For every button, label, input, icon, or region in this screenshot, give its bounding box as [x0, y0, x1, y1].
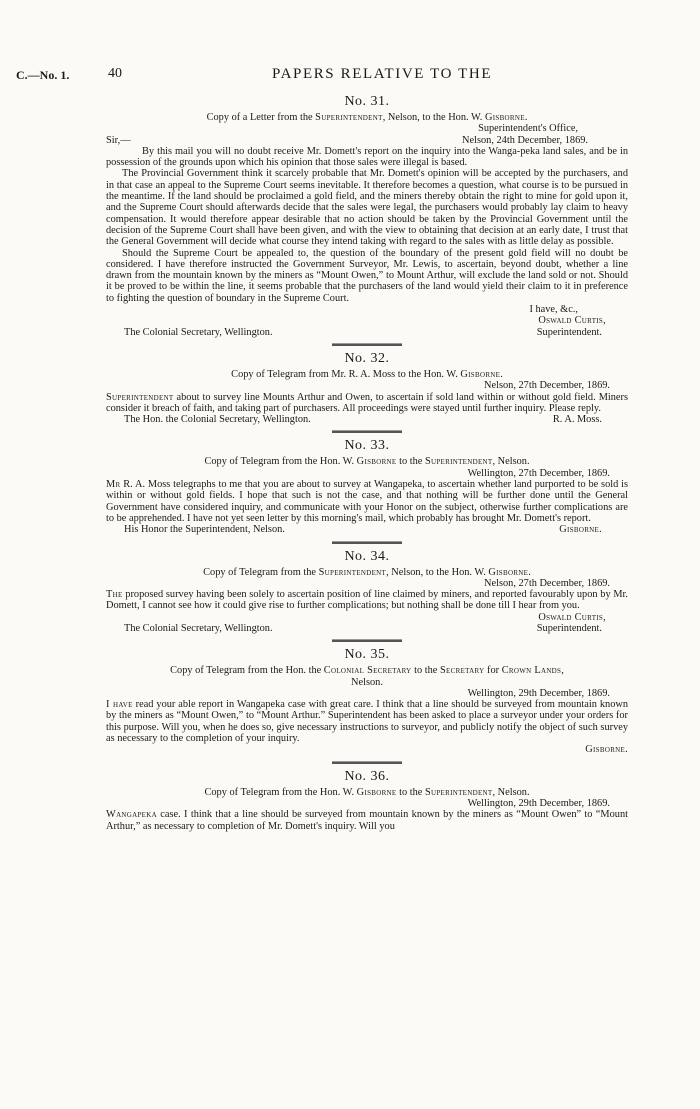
signature: Gisborne. [585, 744, 628, 756]
section-divider [332, 761, 402, 764]
dateline: Wellington, 27th December, 1869. [467, 467, 610, 479]
document-number: No. 35. [344, 647, 390, 663]
addressee: The Colonial Secretary, Wellington. [124, 326, 273, 338]
document-number: No. 33. [344, 438, 390, 454]
document-title: Copy of Telegram from the Hon. the Colonial Secretary to the Secretary for Crown Lands, [170, 665, 564, 677]
document-number: No. 34. [344, 548, 390, 564]
signature: R. A. Moss. [552, 414, 602, 426]
addressee: The Hon. the Colonial Secretary, Wellington. [124, 414, 311, 426]
dateline: Nelson, 27th December, 1869. [484, 380, 610, 392]
running-title: PAPERS RELATIVE TO THE [272, 66, 493, 82]
dateline: Wellington, 29th December, 1869. [467, 687, 610, 699]
addressee-row [106, 414, 628, 425]
office-line: Superintendent's Office, [478, 123, 578, 135]
paragraph: Should the Supreme Court be appealed to, the question of the boundary of the present gold field will no doubt be considered. I have therefore instructed the Government Surveyor, Mr. Lewis, to ascertain, beyond doubt, whether a line drawn from the mountain known by the miners as “Mount Owen,” to Mount Arthur, will exclude the land sold or not. Should it be proved to be within the line, it seems probable that the purchasers of the land would yield their claim to it in preference to fighting the question of boundary in the Supreme Court. [106, 247, 628, 304]
document-34 [106, 549, 628, 635]
telegram-body: I have read your able report in Wangapeka case with great care. I think that a line should be surveyed from mountain known by the miners as “Mount Owen,” to “Mount Arthur.” Superintendent has been asked to place a surveyor under your orders for this purpose. Will you, when he does so, give necessary instructions to surveyor, and publicly notify the object of such survey as necessary to the completion of your inquiry. [106, 699, 629, 745]
document-36 [106, 769, 628, 832]
document-title: Copy of Telegram from the Hon. W. Gisborne to the Superintendent, Nelson. [204, 786, 530, 798]
addressee: His Honor the Superintendent, Nelson. [124, 524, 285, 536]
telegram-body: Mr R. A. Moss telegraphs to me that you are about to survey at Wangapeka, to ascertain whether land purported to be sold is within or without gold fields. I hope that such is not the case, and that nothing will be further done until the General Government have considered inquiry, and communicate with your Honor on the subject, otherwise further complications are to be apprehended. I have not yet seen letter by this morning's mail, which probably has brought Mr. Domett's report. [106, 479, 628, 524]
document-35 [106, 647, 628, 755]
document-body [106, 94, 628, 834]
section-divider [332, 639, 402, 642]
addressee-row [106, 524, 628, 535]
parliamentary-paper-reference: C.—No. 1. [16, 68, 70, 82]
telegram-body: Wangapeka case. I think that a line should be surveyed from mountain known by the miners as “Mount Owen” to “Mount Arthur,” as necessary to completion of Mr. Domett's inquiry. Will you [106, 809, 628, 832]
document-title: Copy of Telegram from the Hon. W. Gisborne to the Superintendent, Nelson. [204, 456, 530, 468]
signatory-title: Superintendent. [536, 622, 602, 634]
document-title: Copy of a Letter from the Superintendent, Nelson, to the Hon. W. Gisborne. [206, 112, 528, 123]
paragraph: The Provincial Government think it scarcely probable that Mr. Domett's opinion will be accepted by the purchasers, and in that case an appeal to the Supreme Court seems inevitable. It therefore becomes a question, what course is to be pursued in the meantime. If the land should be proclaimed a gold field, and the miners thereby obtain the right to mine for gold upon it, and the Supreme Court should afterwards decide that the sales were legal, the purchasers would probably lay claim to heavy compensation. It would therefore appear desirable that no action should be taken by the Provincial Government until the decision of the Supreme Court shall have been given, and with the view to obtaining that decision at an early date, I trust that the General Government will decide what course they intend taking with regard to the sales with as little delay as possible. [106, 168, 628, 248]
dateline: Wellington, 29th December, 1869. [467, 797, 610, 809]
telegram-body: Superintendent about to survey line Mounts Arthur and Owen, to ascertain if sold land within or without gold field. Miners consider it breach of faith, and taking part of purchasers. All proceedings were stayed until further inquiry. Please reply. [106, 391, 628, 414]
document-33 [106, 438, 628, 535]
addressee-row [106, 623, 628, 634]
running-head [16, 66, 684, 86]
addressee: The Colonial Secretary, Wellington. [124, 622, 273, 634]
paragraph: By this mail you will no doubt receive Mr. Domett's report on the inquiry into the Wanga-peka land sales, and be in possession of the grounds upon which his opinion that those sales were illegal is based. [106, 145, 628, 169]
salutation: Sir,— [106, 134, 131, 146]
salutation-date-line [106, 135, 628, 146]
document-title: Copy of Telegram from the Superintendent, Nelson, to the Hon. W. Gisborne. [203, 566, 531, 578]
section-divider [332, 541, 402, 544]
document-31 [106, 94, 628, 338]
signature: Oswald Curtis, [538, 315, 606, 327]
signature: Oswald Curtis, [538, 611, 606, 623]
signatory-title: Superintendent. [536, 326, 602, 338]
page-number: 40 [108, 66, 122, 81]
document-number: No. 31. [344, 94, 390, 109]
document-number: No. 36. [344, 768, 390, 784]
dateline: Nelson, 24th December, 1869. [462, 134, 588, 146]
telegram-body: The proposed survey having been solely to ascertain position of line claimed by miners, and reported favourably upon by Mr. Domett, I cannot see how it could give rise to further complications; but nothing shall be done till I hear from you. [106, 589, 628, 612]
addressee-row [106, 327, 628, 338]
closing: I have, &c., [529, 304, 578, 316]
section-divider [332, 343, 402, 346]
document-title: Copy of Telegram from Mr. R. A. Moss to the Hon. W. Gisborne. [231, 368, 503, 380]
dateline: Nelson, 27th December, 1869. [484, 577, 610, 589]
signature: Gisborne. [559, 524, 602, 536]
section-divider [332, 430, 402, 433]
document-title-continued: Nelson. [351, 676, 383, 688]
document-32 [106, 351, 628, 425]
document-number: No. 32. [344, 350, 390, 366]
